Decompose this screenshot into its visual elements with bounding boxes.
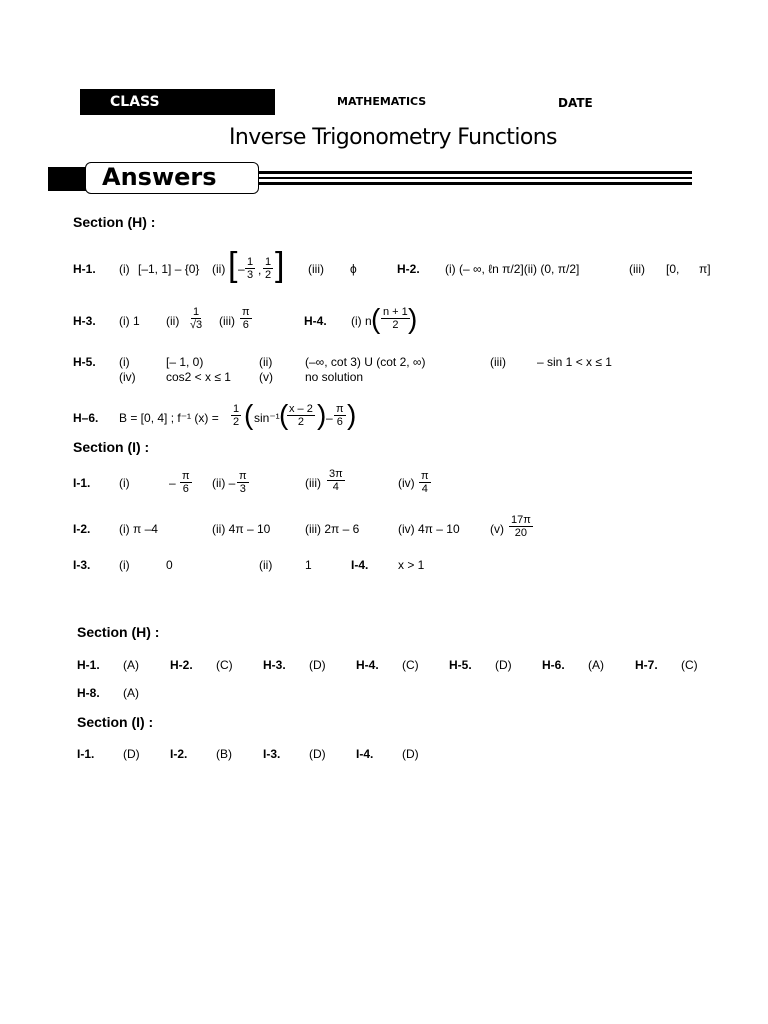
i2-label: I-2. (73, 522, 91, 536)
h5-r2-c4: no solution (305, 370, 364, 384)
h6-inner-left-paren: ( (279, 399, 289, 430)
h4-label: H-4. (304, 314, 327, 328)
subject-label: MATHEMATICS (337, 95, 427, 108)
mcq-question-label: H-4. (356, 658, 379, 672)
h4-fraction (381, 306, 410, 331)
divider-line (258, 171, 692, 174)
h1-f2-den: 2 (265, 269, 272, 281)
h6-inner-right-paren: ) (317, 399, 327, 430)
mcq-answer: (C) (216, 658, 233, 672)
h5-r1-c4: (–∞, cot 3) U (cot 2, ∞) (305, 355, 426, 369)
section-i-heading: Section (I) : (73, 439, 150, 455)
mcq-question-label: H-7. (635, 658, 658, 672)
h1-i: (i) (119, 262, 130, 276)
h3-ii-num: 1 (193, 306, 200, 318)
i1-i-minus: – (169, 476, 176, 490)
h4-right-paren: ) (408, 303, 418, 334)
i2-iii: (iii) 2π – 6 (305, 522, 360, 536)
h6-fraction-3 (334, 403, 346, 428)
mcq-question-label: I-1. (77, 747, 95, 761)
h5-r1-c1: (i) (119, 355, 130, 369)
i3-ii: (ii) (259, 558, 273, 572)
mcq-question-label: I-2. (170, 747, 188, 761)
answers-banner-bar (48, 167, 88, 191)
answers-heading: Answers (102, 163, 217, 191)
h4-num: n + 1 (383, 306, 408, 318)
mcq-answer: (A) (123, 658, 139, 672)
h1-f2-num: 1 (265, 256, 272, 268)
i2-i: (i) π –4 (119, 522, 158, 536)
class-label: CLASS (110, 94, 160, 110)
h6-minus: – (326, 411, 333, 425)
h1-iii-value: ϕ (350, 262, 357, 276)
mcq-question-label: H-3. (263, 658, 286, 672)
h1-i-value: [–1, 1] – {0} (138, 262, 200, 276)
mcq-question-label: H-5. (449, 658, 472, 672)
h1-ii: (ii) (212, 262, 226, 276)
mcq-question-label: H-6. (542, 658, 565, 672)
mcq-answer: (D) (309, 747, 326, 761)
mcq-question-label: H-1. (77, 658, 100, 672)
h1-f1-den: 3 (247, 269, 254, 281)
h1-left-bracket: [ (228, 246, 238, 284)
h6-fraction-2 (287, 403, 315, 428)
mcq-answer: (D) (495, 658, 512, 672)
h6-f3-den: 6 (336, 416, 343, 428)
h5-r1-c6: – sin 1 < x ≤ 1 (537, 355, 612, 369)
h3-label: H-3. (73, 314, 96, 328)
i3-i: (i) (119, 558, 130, 572)
i2-v: (v) (490, 522, 504, 536)
section-i-heading-2: Section (I) : (77, 714, 154, 730)
h3-iii-fraction (240, 306, 252, 331)
h3-iii-num: π (242, 306, 250, 318)
h5-r2-c3: (v) (259, 370, 273, 384)
i1-iv: (iv) (398, 476, 415, 490)
h4-i: (i) n (351, 314, 372, 328)
i1-iii-num: 3π (329, 468, 343, 480)
h6-f2-den: 2 (297, 416, 304, 428)
i1-ii-num: π (239, 470, 247, 482)
h6-left-paren: ( (244, 399, 254, 430)
h3-ii-fraction (188, 306, 204, 331)
h1-right-bracket: ] (275, 246, 285, 284)
i1-iii: (iii) (305, 476, 321, 490)
i2-v-num: 17π (511, 514, 531, 526)
i3-ii-value: 1 (305, 558, 312, 572)
h1-iii: (iii) (308, 262, 324, 276)
h4-den: 2 (392, 319, 399, 331)
i2-v-den: 20 (514, 527, 528, 539)
divider-line (258, 182, 692, 185)
i1-label: I-1. (73, 476, 91, 490)
mcq-answer: (B) (216, 747, 232, 761)
h1-fraction-1 (245, 256, 255, 281)
i4-value: x > 1 (398, 558, 425, 572)
h1-fraction-2 (263, 256, 273, 281)
h3-ii-den: √3 (190, 319, 203, 331)
i4-label: I-4. (351, 558, 369, 572)
h5-r2-c2: cos2 < x ≤ 1 (166, 370, 231, 384)
section-h-heading: Section (H) : (73, 214, 156, 230)
h4-left-paren: ( (371, 303, 381, 334)
mcq-question-label: I-3. (263, 747, 281, 761)
h3-iii-den: 6 (242, 319, 249, 331)
h3-iii: (iii) (219, 314, 235, 328)
h6-prefix: B = [0, 4] ; f⁻¹ (x) = (119, 411, 219, 425)
i1-iv-den: 4 (421, 483, 428, 495)
i3-i-value: 0 (166, 558, 173, 572)
h6-fraction-1 (231, 403, 241, 428)
h5-r1-c5: (iii) (490, 355, 506, 369)
i1-ii: (ii) – (212, 476, 236, 490)
i2-iv: (iv) 4π – 10 (398, 522, 460, 536)
mcq-answer: (A) (123, 686, 139, 700)
i1-i-fraction (180, 470, 192, 495)
i1-i-num: π (182, 470, 190, 482)
i1-iv-fraction (419, 470, 431, 495)
h5-r1-c3: (ii) (259, 355, 273, 369)
h6-label: H–6. (73, 411, 99, 425)
i1-i: (i) (119, 476, 130, 490)
h1-comma: , (258, 263, 262, 277)
i1-iii-den: 4 (332, 481, 339, 493)
h2-iii: (iii) (629, 262, 645, 276)
mcq-question-label: H-2. (170, 658, 193, 672)
i1-ii-fraction (237, 470, 249, 495)
i1-ii-den: 3 (239, 483, 246, 495)
mcq-question-label: I-4. (356, 747, 374, 761)
h1-minus: – (238, 262, 245, 276)
mcq-answer: (D) (123, 747, 140, 761)
h1-label: H-1. (73, 262, 96, 276)
h5-r2-c1: (iv) (119, 370, 136, 384)
i1-iv-num: π (421, 470, 429, 482)
mcq-answer: (C) (402, 658, 419, 672)
h3-ii: (ii) (166, 314, 180, 328)
mcq-answer: (D) (309, 658, 326, 672)
h6-f3-num: π (336, 403, 344, 415)
mcq-answer: (D) (402, 747, 419, 761)
section-h-heading-2: Section (H) : (77, 624, 160, 640)
i1-i-den: 6 (182, 483, 189, 495)
i3-label: I-3. (73, 558, 91, 572)
h6-f1-num: 1 (233, 403, 240, 415)
page-title: Inverse Trigonometry Functions (229, 125, 557, 150)
h2-value: (i) (– ∞, ℓn π/2](ii) (0, π/2] (445, 262, 580, 276)
h5-label: H-5. (73, 355, 96, 369)
h6-right-paren: ) (347, 399, 357, 430)
h1-f1-num: 1 (247, 256, 254, 268)
mcq-answer: (C) (681, 658, 698, 672)
mcq-question-label: H-8. (77, 686, 100, 700)
h2-iii-a: [0, (666, 262, 680, 276)
h2-label: H-2. (397, 262, 420, 276)
h6-f2-num: x – 2 (289, 403, 313, 415)
h3-i: (i) 1 (119, 314, 140, 328)
divider-line (258, 177, 692, 179)
mcq-answer: (A) (588, 658, 604, 672)
i2-ii: (ii) 4π – 10 (212, 522, 271, 536)
h2-iii-b: π] (699, 262, 711, 276)
date-label: DATE (558, 96, 593, 110)
i1-iii-fraction (327, 468, 345, 493)
i2-v-fraction (509, 514, 533, 539)
h5-r1-c2: [– 1, 0) (166, 355, 204, 369)
h6-sin-inverse: sin⁻¹ (254, 411, 280, 425)
h6-f1-den: 2 (233, 416, 240, 428)
